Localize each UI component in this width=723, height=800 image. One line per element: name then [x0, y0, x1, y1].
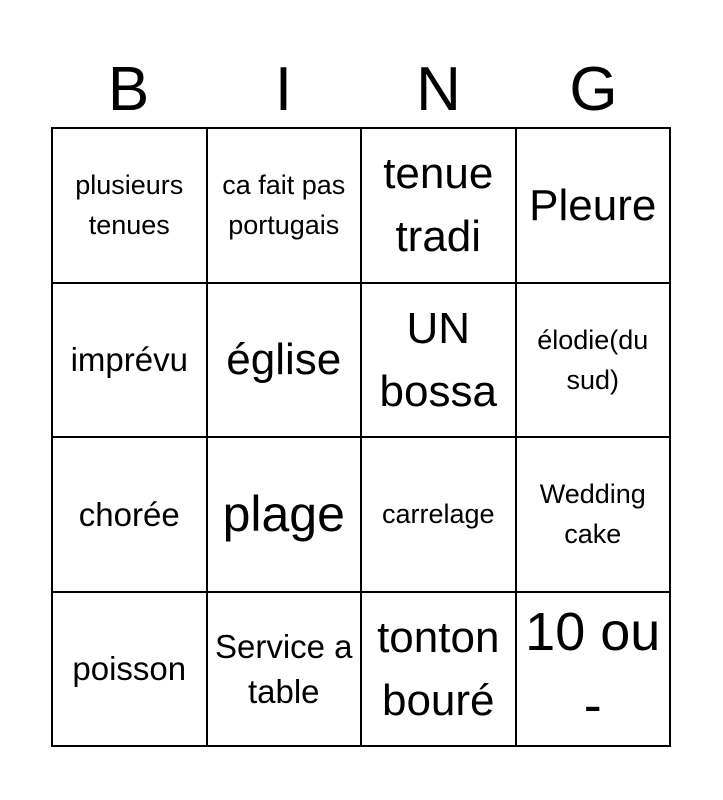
header-letter-b: B	[107, 55, 150, 124]
header-letter-i: I	[274, 55, 293, 124]
bingo-cell[interactable]: plusieurs tenues	[53, 129, 208, 284]
bingo-cell[interactable]: Service a table	[208, 593, 363, 748]
bingo-cell[interactable]: ca fait pas portugais	[208, 129, 363, 284]
header-letter-n: N	[416, 55, 461, 124]
bingo-cell[interactable]: chorée	[53, 438, 208, 593]
bingo-cell[interactable]: élodie(du sud)	[517, 284, 672, 439]
bingo-cell[interactable]: imprévu	[53, 284, 208, 439]
bingo-cell[interactable]: UN bossa	[362, 284, 517, 439]
bingo-cell[interactable]: plage	[208, 438, 363, 593]
bingo-cell[interactable]: église	[208, 284, 363, 439]
bingo-cell[interactable]: tonton bouré	[362, 593, 517, 748]
bingo-cell[interactable]: tenue tradi	[362, 129, 517, 284]
bingo-grid	[51, 127, 671, 747]
bingo-cell[interactable]: 10 ou -	[517, 593, 672, 748]
bingo-cell[interactable]: Pleure	[517, 129, 672, 284]
bingo-cell[interactable]: Wedding cake	[517, 438, 672, 593]
header-letter-g: G	[569, 55, 618, 124]
bingo-header	[51, 52, 671, 128]
bingo-cell[interactable]: carrelage	[362, 438, 517, 593]
bingo-cell[interactable]: poisson	[53, 593, 208, 748]
